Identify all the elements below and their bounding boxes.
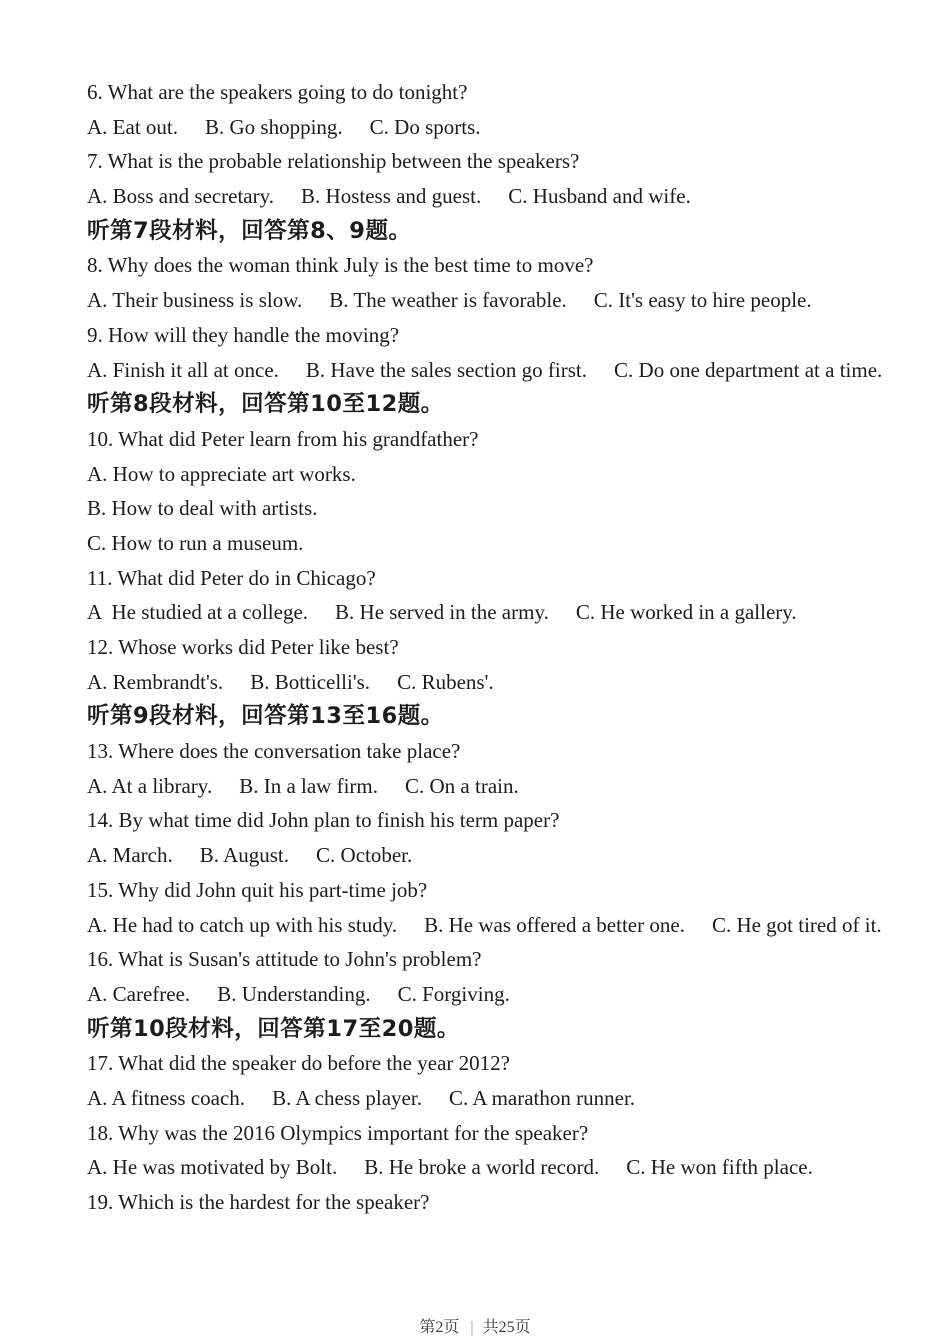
options-row <box>87 908 910 943</box>
options-row <box>87 838 910 873</box>
option-text: A. A fitness coach. <box>87 1085 246 1110</box>
options-row <box>87 110 910 145</box>
option-text: B. August. <box>199 843 290 868</box>
option-text: C. How to run a museum. <box>87 530 304 555</box>
total-pages-label: 共25页 <box>482 1319 531 1336</box>
option-text: B. In a law firm. <box>239 773 378 798</box>
option-text: A. How to appreciate art works. <box>87 461 356 486</box>
option-text: B. He served in the army. <box>335 600 549 625</box>
option-text: C. On a train. <box>405 773 519 798</box>
option-text: B. How to deal with artists. <box>87 496 318 521</box>
options-row <box>87 1081 910 1116</box>
page-number-label: 第2页 <box>419 1319 460 1336</box>
question-text: 13. Where does the conversation take place? <box>87 739 461 764</box>
option-text: C. It's easy to hire people. <box>593 288 812 313</box>
question-text: 14. By what time did John plan to finish his term paper? <box>87 808 560 833</box>
option-text: A. Finish it all at once. <box>87 357 279 382</box>
question-text: 7. What is the probable relationship between the speakers? <box>87 149 580 174</box>
options-row <box>87 665 910 700</box>
options-row <box>87 179 910 214</box>
question-text: 19. Which is the hardest for the speaker? <box>87 1190 430 1214</box>
option-text: C. Rubens'. <box>397 669 494 694</box>
options-row <box>87 769 910 804</box>
options-row <box>87 283 910 318</box>
options-row <box>87 457 910 492</box>
question-text: 8. Why does the woman think July is the best time to move? <box>87 253 594 278</box>
option-text: B. Hostess and guest. <box>301 184 482 209</box>
question-text: 16. What is Susan's attitude to John's problem? <box>87 947 482 972</box>
option-text: C. Husband and wife. <box>508 184 691 209</box>
option-text: C. He got tired of it. <box>711 912 882 937</box>
option-text: A. March. <box>87 843 173 868</box>
section-header: 听第8段材料，回答第10至12题。 <box>87 391 444 418</box>
question-list <box>87 75 910 1220</box>
footer-separator: | <box>470 1319 474 1336</box>
page-footer <box>0 1314 950 1337</box>
question-text: 18. Why was the 2016 Olympics important for the speaker? <box>87 1120 589 1145</box>
question-text: 6. What are the speakers going to do tonight? <box>87 80 468 104</box>
option-text: A. He had to catch up with his study. <box>87 912 398 937</box>
option-text: C. October. <box>316 843 413 868</box>
options-row <box>87 595 910 630</box>
options-row <box>87 977 910 1012</box>
option-text: A. Carefree. <box>87 981 191 1006</box>
question-text: 9. How will they handle the moving? <box>87 322 400 347</box>
question-text: 10. What did Peter learn from his grandfather? <box>87 426 479 451</box>
options-row <box>87 353 910 388</box>
option-text: B. Have the sales section go first. <box>305 357 588 382</box>
option-text: B. He was offered a better one. <box>424 912 685 937</box>
option-text: B. Botticelli's. <box>250 669 371 694</box>
section-header: 听第10段材料，回答第17至20题。 <box>87 1015 460 1042</box>
option-text: A. Eat out. <box>87 114 178 139</box>
section-header: 听第7段材料，回答第8、9题。 <box>87 217 412 244</box>
question-text: 12. Whose works did Peter like best? <box>87 635 399 659</box>
option-text: A He studied at a college. <box>87 600 309 625</box>
option-text: B. Go shopping. <box>204 114 343 139</box>
option-text: C. A marathon runner. <box>448 1085 636 1110</box>
option-text: A. He was motivated by Bolt. <box>87 1155 338 1180</box>
options-row <box>87 526 910 561</box>
option-text: B. A chess player. <box>272 1085 422 1110</box>
options-row <box>87 491 910 526</box>
question-text: 15. Why did John quit his part-time job? <box>87 877 428 902</box>
option-text: A. Their business is slow. <box>87 288 303 313</box>
question-text: 11. What did Peter do in Chicago? <box>87 565 376 590</box>
question-text: 17. What did the speaker do before the year 2012? <box>87 1051 510 1076</box>
option-text: B. Understanding. <box>217 981 371 1006</box>
option-text: A. Boss and secretary. <box>87 184 275 209</box>
option-text: A. At a library. <box>87 773 213 798</box>
option-text: C. He won fifth place. <box>626 1155 813 1180</box>
option-text: C. Forgiving. <box>397 981 510 1006</box>
option-text: C. He worked in a gallery. <box>575 600 797 625</box>
option-text: C. Do one department at a time. <box>614 357 883 382</box>
options-row <box>87 1150 910 1185</box>
option-text: C. Do sports. <box>369 114 481 139</box>
section-header: 听第9段材料，回答第13至16题。 <box>87 703 444 730</box>
option-text: B. He broke a world record. <box>364 1155 600 1180</box>
option-text: B. The weather is favorable. <box>329 288 567 313</box>
option-text: A. Rembrandt's. <box>87 669 224 694</box>
